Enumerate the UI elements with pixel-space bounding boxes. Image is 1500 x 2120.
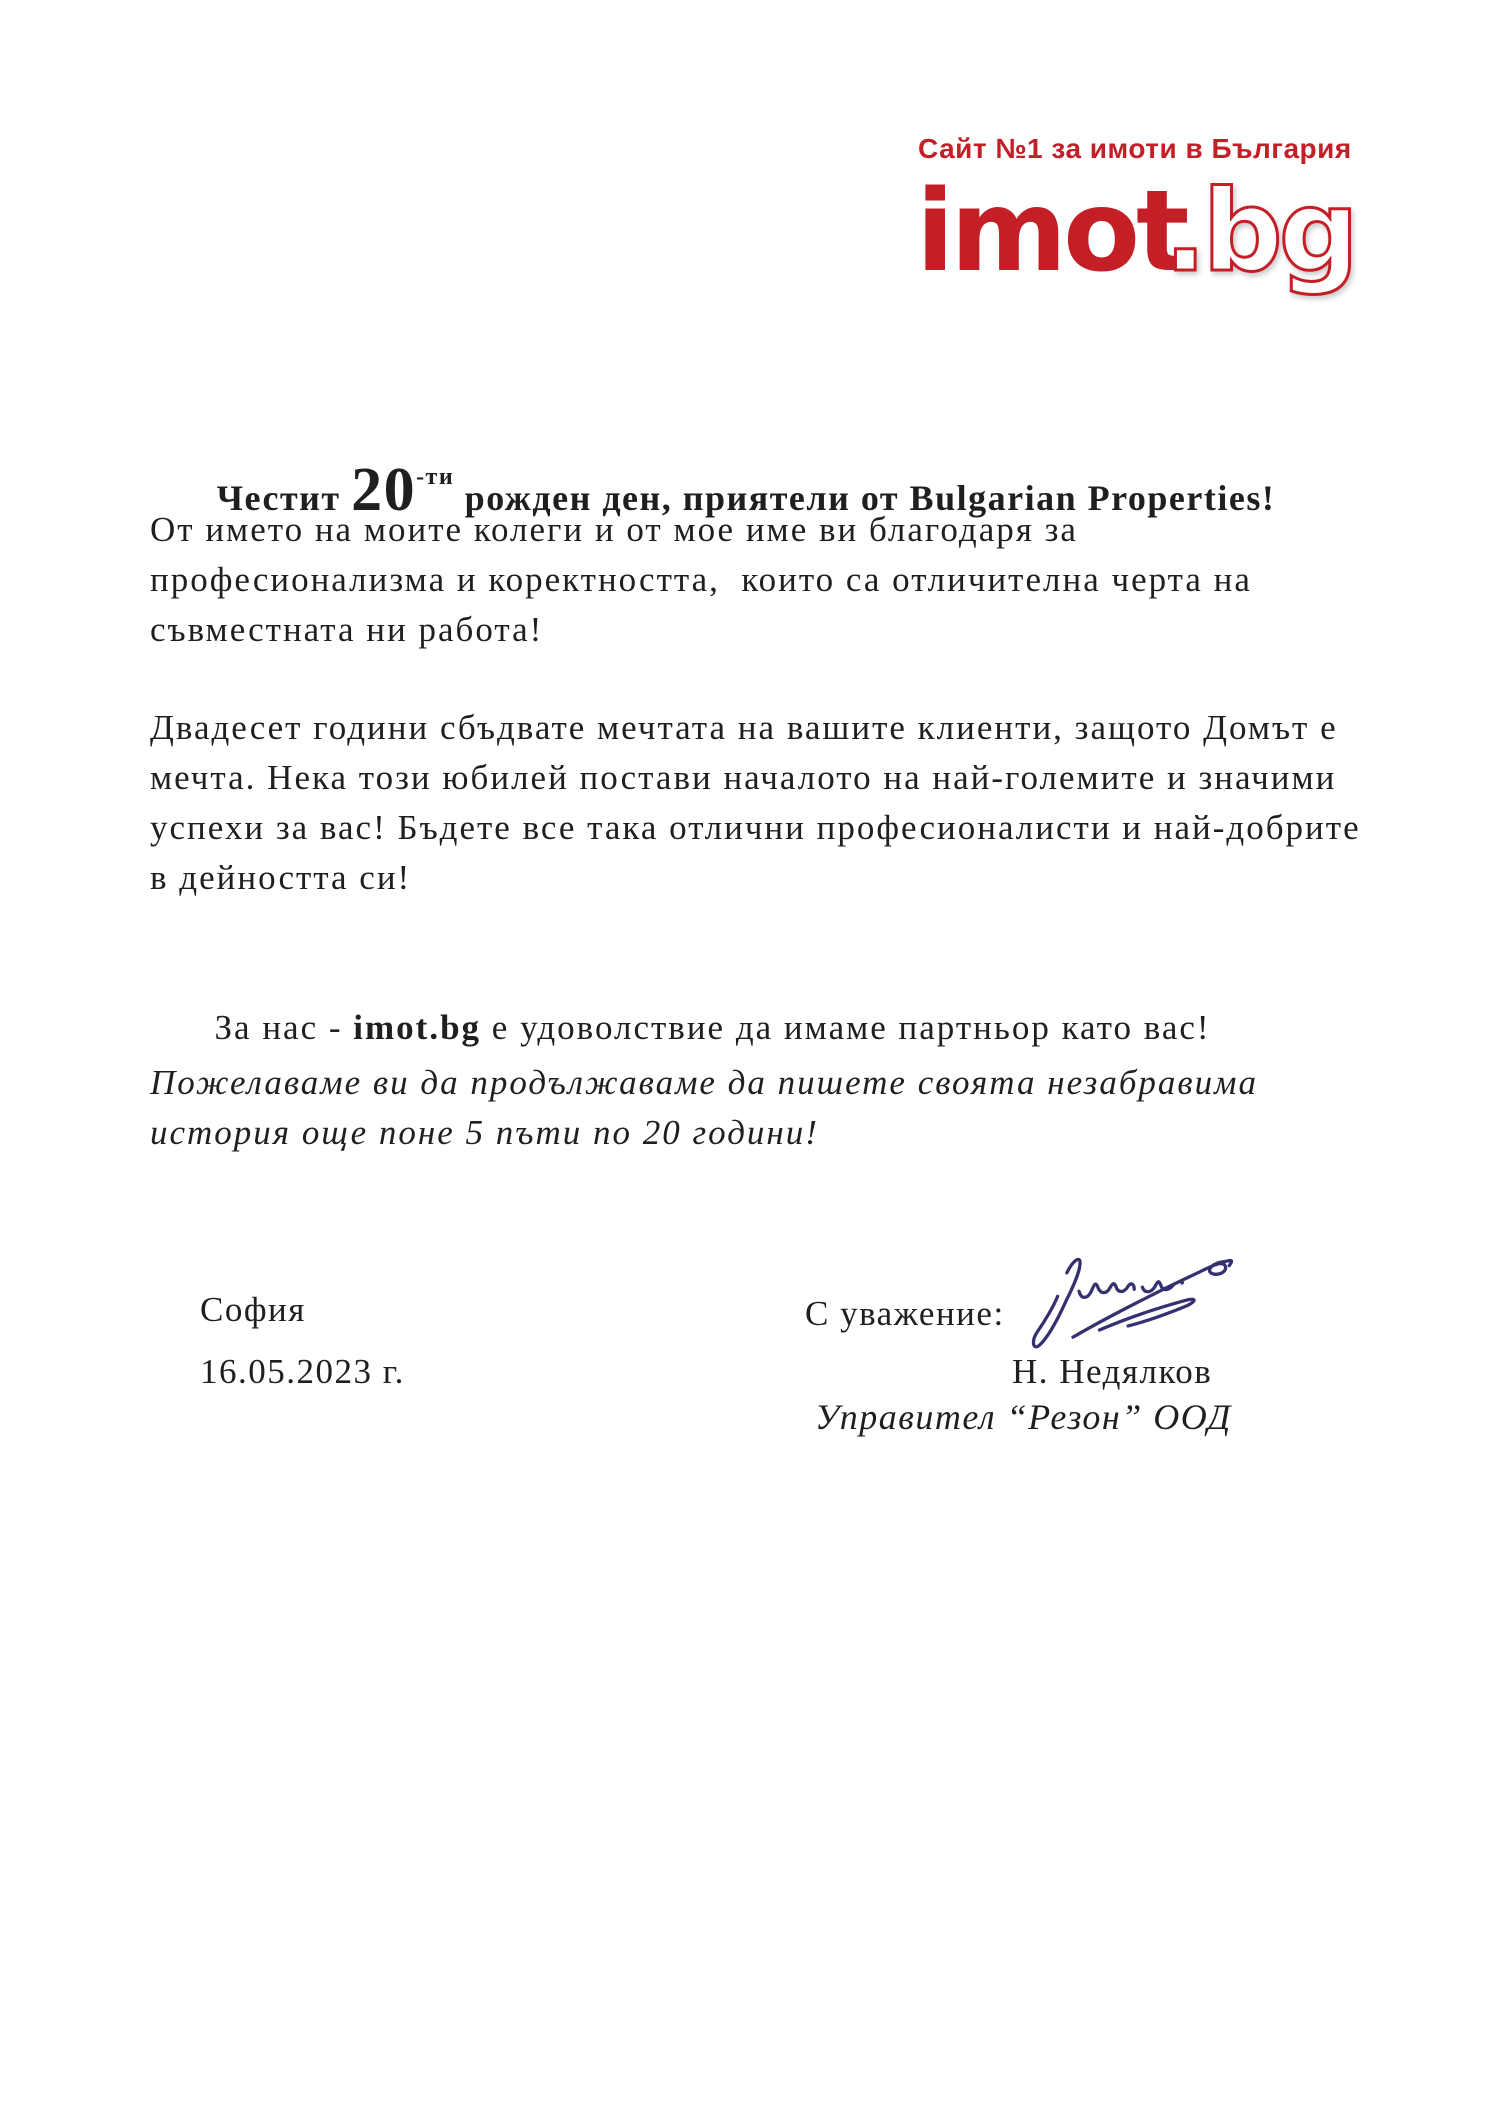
paragraph-line: професионализма и коректността, които са отличителна черта на	[150, 560, 1252, 599]
signature-date: 16.05.2023 г.	[200, 1352, 405, 1391]
signature-salutation: С уважение:	[805, 1294, 1005, 1333]
title-ordinal-suffix: -ти	[416, 464, 455, 490]
signature-name: Н. Недялков	[1012, 1352, 1213, 1391]
paragraph-thanks	[150, 505, 1350, 655]
p3-brand-bold: imot.bg	[353, 1008, 482, 1047]
paragraph-line: в дейността си!	[150, 858, 412, 897]
paragraph-line: успехи за вас! Бъдете все така отлични професионалисти и най-добрите	[150, 808, 1361, 847]
title-pre: Честит	[216, 478, 352, 518]
logo-solid-text: imot	[916, 168, 1186, 297]
paragraph-line: съвместната ни работа!	[150, 610, 544, 649]
title-post: рожден ден, приятели от Bulgarian Properties!	[454, 478, 1276, 518]
handwritten-signature-icon	[1028, 1240, 1268, 1368]
signature-city: София	[200, 1290, 306, 1329]
p3-post: е удоволствие да имаме партньор като вас!	[481, 1008, 1211, 1047]
paragraph-wish	[150, 1058, 1350, 1158]
logo-outline-text: .bg	[1164, 168, 1355, 297]
title-number: 20	[351, 456, 417, 524]
paragraph-line: Двадесет години сбъдвате мечтата на вашите клиенти, защото Домът е	[150, 708, 1338, 747]
paragraph-line: история още поне 5 пъти по 20 години!	[150, 1113, 819, 1152]
signature-role: Управител “Резон” ООД	[815, 1397, 1232, 1437]
paragraph-line: От името на моите колеги и от мое име ви благодаря за	[150, 510, 1078, 549]
p3-pre: За нас -	[214, 1008, 354, 1047]
brand-tagline: Сайт №1 за имоти в България	[918, 133, 1352, 164]
paragraph-anniversary	[150, 703, 1361, 903]
paragraph-line: мечта. Нека този юбилей постави началото на най-големите и значими	[150, 758, 1337, 797]
imot-bg-logo-icon	[912, 168, 1357, 313]
paragraph-line: Пожелаваме ви да продължаваме да пишете своята незабравима	[150, 1063, 1258, 1102]
